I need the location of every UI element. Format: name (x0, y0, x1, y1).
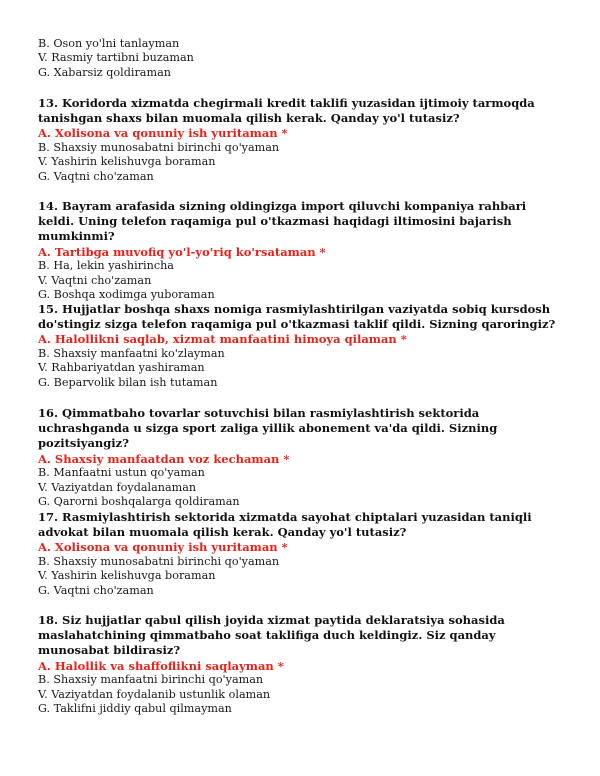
option-b: B. Shaxsiy manfaatni birinchi qo'yaman (38, 673, 264, 687)
question-17 (38, 510, 566, 598)
question-text: 15. Hujjatlar boshqa shaxs nomiga rasmiylashtirilgan vaziyatda sobiq kursdosh do'stingiz sizga telefon raqamiga pul o'tkazmasi taklif qildi. Sizning qaroringiz? (38, 302, 556, 332)
correct-answer: A. Xolisona va qonuniy ish yuritaman * (38, 126, 288, 141)
question-15 (38, 302, 566, 390)
option-v: V. Vaziyatdan foydalanib ustunlik olaman (38, 687, 271, 701)
option-b: B. Ha, lekin yashirincha (38, 259, 174, 273)
option-b: B. Shaxsiy manfaatni ko'zlayman (38, 347, 225, 360)
question-text: 18. Siz hujjatlar qabul qilish joyida xizmat paytida deklaratsiya sohasida maslahatchining qimmatbaho soat taklifiga duch keldingiz. Siz qanday munosabat bildirasiz? (38, 613, 505, 658)
option-b: B. Shaxsiy munosabatni birinchi qo'yaman (38, 555, 280, 568)
question-text: 17. Rasmiylashtirish sektorida xizmatda sayohat chiptalari yuzasidan taniqli advokat bilan muomala qilish kerak. Qanday yo'l tutasiz? (38, 510, 532, 540)
correct-answer: A. Xolisona va qonuniy ish yuritaman * (38, 540, 288, 555)
carryover-options (38, 37, 566, 80)
correct-answer: A. Halollikni saqlab, xizmat manfaatini himoya qilaman * (38, 332, 407, 347)
option-v: V. Yashirin kelishuvga boraman (38, 569, 216, 583)
option-g: G. Vaqtni cho'zaman (38, 583, 154, 597)
question-text: 13. Koridorda xizmatda chegirmali kredit taklifi yuzasidan ijtimoiy tarmoqda tanishgan shaxs bilan muomala qilish kerak. Qanday yo'l tutasiz? (38, 96, 535, 126)
correct-answer: A. Tartibga muvofiq yo'l-yo'riq ko'rsataman * (38, 244, 326, 259)
option-b: B. Oson yo'lni tanlayman (38, 37, 180, 50)
question-text: 14. Bayram arafasida sizning oldingizga import qiluvchi kompaniya rahbari keldi. Uning telefon raqamiga pul o'tkazmasi haqidagi iltimosini bajarish mumkinmi? (38, 199, 527, 244)
option-g: G. Xabarsiz qoldiraman (38, 65, 171, 79)
correct-answer: A. Halollik va shaffoflikni saqlayman * (38, 658, 284, 673)
question-14 (38, 199, 566, 302)
option-v: V. Rahbariyatdan yashiraman (38, 361, 205, 375)
question-text: 16. Qimmatbaho tovarlar sotuvchisi bilan rasmiylashtirish sektorida uchrashganda u sizga sport zaliga yillik abonement va'da qildi. Sizning pozitsiyangiz? (38, 406, 498, 451)
option-g: G. Vaqtni cho'zaman (38, 169, 154, 183)
question-13 (38, 96, 566, 184)
option-g: G. Boshqa xodimga yuboraman (38, 287, 215, 301)
option-b: B. Shaxsiy munosabatni birinchi qo'yaman (38, 141, 280, 154)
option-v: V. Vaziyatdan foydalanaman (38, 480, 197, 494)
option-v: V. Rasmiy tartibni buzaman (38, 51, 194, 65)
option-g: G. Qarorni boshqalarga qoldiraman (38, 494, 240, 508)
option-b: B. Manfaatni ustun qo'yaman (38, 466, 205, 480)
option-g: G. Beparvolik bilan ish tutaman (38, 375, 218, 389)
correct-answer: A. Shaxsiy manfaatdan voz kechaman * (38, 451, 290, 466)
question-18 (38, 613, 566, 716)
option-v: V. Yashirin kelishuvga boraman (38, 155, 216, 169)
question-16 (38, 406, 566, 509)
option-v: V. Vaqtni cho'zaman (38, 273, 152, 287)
option-g: G. Taklifni jiddiy qabul qilmayman (38, 701, 232, 715)
